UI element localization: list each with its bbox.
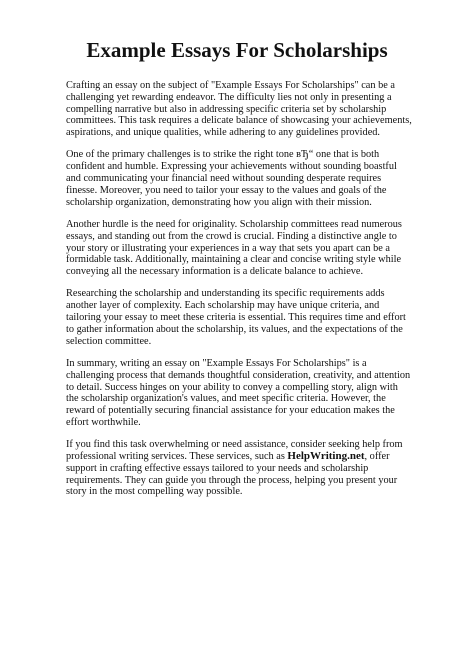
page-title: Example Essays For Scholarships: [86, 38, 388, 62]
paragraph-help: [66, 439, 412, 498]
helpwriting-link[interactable]: HelpWriting.net: [287, 450, 365, 463]
paragraph-summary: In summary, writing an essay on "Example Essays For Scholarships" is a challenging process that demands thoughtful consideration, creativity, and attention to detail. Success hinges on your ability to convey a compelling story, align with the scholarship organization's values, and meet specific criteria. However, the reward of potentially securing financial assistance for your education makes the effort worthwhile.: [66, 357, 411, 428]
paragraph-research: Researching the scholarship and understanding its specific requirements adds another layer of complexity. Each scholarship may have unique criteria, and tailoring your essay to meet these criteria is essential. This requires time and effort to gather information about the scholarship, its values, and the expectations of the selection committee.: [66, 288, 406, 347]
paragraph-help-before: If you find this task overwhelming or need assistance, consider seeking help from professional writing services. These services, such as: [66, 439, 403, 463]
document-body: [66, 80, 412, 509]
paragraph-intro: Crafting an essay on the subject of "Example Essays For Scholarships" can be a challenging yet rewarding endeavor. The difficulty lies not only in presenting a compelling narrative but also in addressing specific criteria set by scholarship committees. This task requires a delicate balance of showcasing your achievements, aspirations, and unique qualities, while adhering to any guidelines provided.: [66, 80, 412, 139]
paragraph-tone: One of the primary challenges is to strike the right tone вЂ“ one that is both confident and humble. Expressing your achievements without sounding boastful and communicating your financial need without sounding desperate requires finesse. Moreover, you need to tailor your essay to the values and goals of the scholarship organization, demonstrating how you align with their mission.: [66, 149, 397, 208]
paragraph-originality: Another hurdle is the need for originality. Scholarship committees read numerous essays, and standing out from the crowd is crucial. Finding a distinctive angle to your story or illustrating your experiences in a way that sets you apart can be a formidable task. Additionally, maintaining a clear and concise writing style while conveying all the necessary information is a delicate balance to achieve.: [66, 218, 402, 278]
paragraph-help-after: , offer support in crafting effective essays tailored to your needs and scholarship requirements. They can guide you through the process, helping you present your story in the most compelling way possible.: [66, 451, 398, 498]
